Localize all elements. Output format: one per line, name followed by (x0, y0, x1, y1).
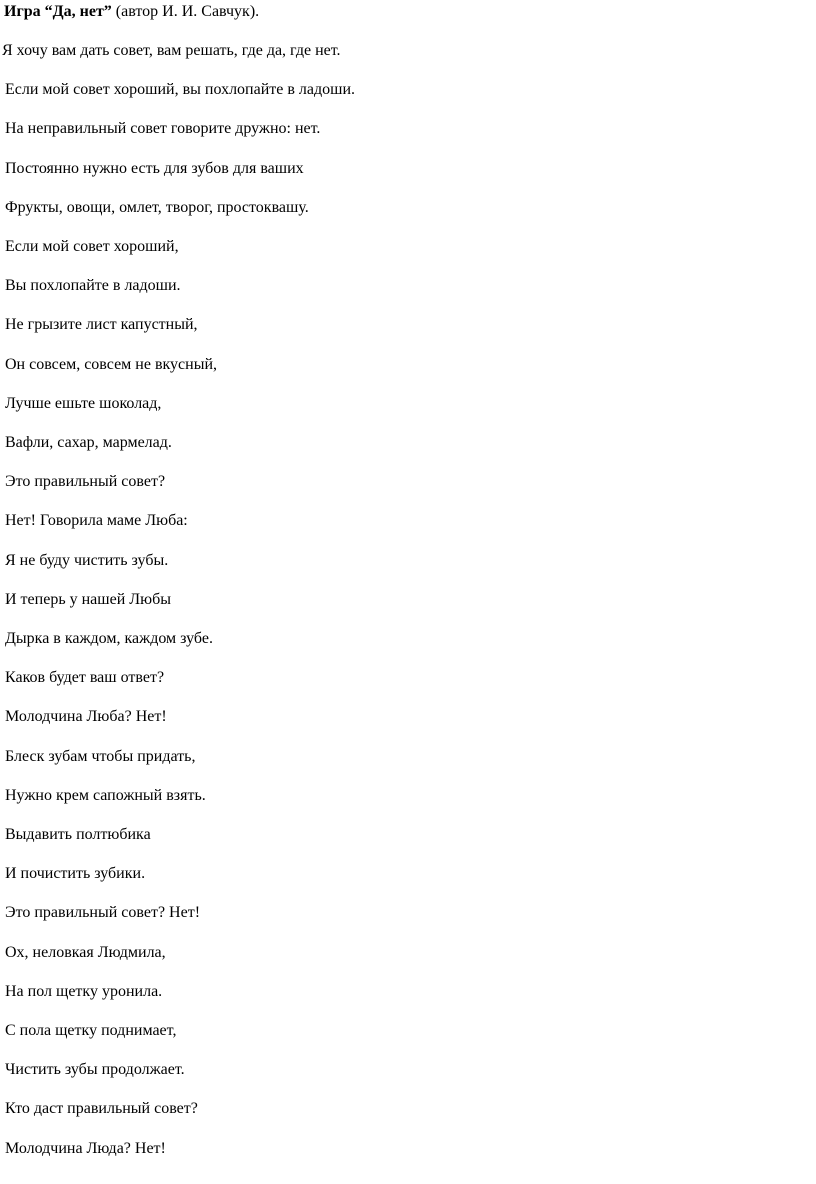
poem-line: Кто даст правильный совет? (5, 1100, 198, 1117)
poem-line: Не грызите лист капустный, (5, 316, 198, 333)
poem-line: Молодчина Люда? Нет! (5, 1140, 166, 1157)
poem-line: На пол щетку уронила. (5, 983, 163, 1000)
poem-line: Выдавить полтюбика (5, 826, 151, 843)
poem-line: Он совсем, совсем не вкусный, (5, 356, 218, 373)
title-bold-text: Игра “Да, нет” (4, 3, 112, 20)
poem-line: Вы похлопайте в ладоши. (5, 277, 181, 294)
poem-line: Это правильный совет? Нет! (5, 904, 201, 921)
poem-line: Дырка в каждом, каждом зубе. (5, 630, 213, 647)
poem-line: Нужно крем сапожный взять. (5, 787, 206, 804)
poem-line: Я не буду чистить зубы. (5, 552, 169, 569)
poem-line: Постоянно нужно есть для зубов для ваших (5, 160, 304, 177)
poem-line: Чистить зубы продолжает. (5, 1061, 185, 1078)
poem-line: Молодчина Люба? Нет! (5, 708, 167, 725)
poem-line: Вафли, сахар, мармелад. (5, 434, 172, 451)
title-author-text: (автор И. И. Савчук). (111, 3, 260, 20)
poem-line: Это правильный совет? (5, 473, 166, 490)
poem-line: Фрукты, овощи, омлет, творог, простоквашу. (5, 199, 309, 216)
poem-line: Ох, неловкая Людмила, (5, 944, 166, 961)
poem-line: Нет! Говорила маме Люба: (5, 512, 188, 529)
poem-line: И теперь у нашей Любы (5, 591, 171, 608)
poem-line: Лучше ешьте шоколад, (5, 395, 162, 412)
poem-line: Блеск зубам чтобы придать, (5, 748, 196, 765)
poem-line: И почистить зубики. (5, 865, 146, 882)
poem-line: Если мой совет хороший, вы похлопайте в ладоши. (5, 81, 356, 98)
poem-line: Я хочу вам дать совет, вам решать, где да, где нет. (2, 42, 341, 59)
poem-line: Если мой совет хороший, (5, 238, 179, 255)
poem-line: С пола щетку поднимает, (5, 1022, 177, 1039)
poem-line: Каков будет ваш ответ? (5, 669, 165, 686)
poem-line: На неправильный совет говорите дружно: нет. (5, 120, 321, 137)
